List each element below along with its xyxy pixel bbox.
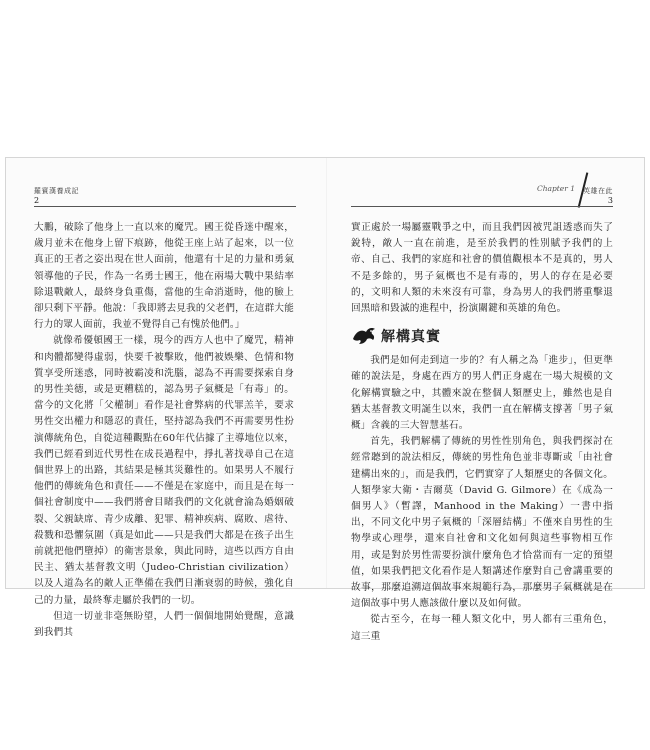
book-spread — [5, 157, 645, 642]
right-header-title: 英雄在此 — [583, 187, 613, 195]
left-page — [34, 158, 294, 639]
left-page-number: 2 — [34, 196, 40, 205]
right-paragraph-4: 從古至今，在每一種人類文化中，男人都有三重角色，這三重 — [351, 614, 613, 642]
right-page — [351, 158, 613, 642]
left-paragraph-1: 大鵬，破除了他身上一直以來的魔咒。國王從昏迷中醒來，歲月並未在他身上留下痕跡，他從王座上站了起來，以一位真正的王者之姿出現在世人面前，他還有十足的力量和勇氣領導他的子民，作為一名勇士國王，他在兩場大戰中果結率除退戰敵人，最終身負重傷，當他的生命消逝時，他的臉上卻只剩下平靜。他說：「我即將去見我的父老們，在這群大能行力的眾人面前，我並不覺得自己有愧於他們。」 — [34, 222, 294, 331]
right-page-number: 3 — [607, 196, 613, 205]
right-header-chapter: Chapter 1 — [536, 184, 575, 193]
section-heading — [351, 321, 613, 351]
left-header-title: 羅賓漢養成記 — [34, 187, 79, 195]
dragon-icon — [351, 325, 377, 347]
right-paragraph-1: 實正處於一場屬靈戰爭之中，而且我們因被咒詛透惑而失了銳特，敵人一直在前進，是至於我們的性別賦予我們的上帝、自己、我們的家庭和社會的價值觀根本不是真的，男人不是多餘的，男子氣概也不是有毒的，男人的存在是必要的，文明和人類的未來沒有可靠，身為男人的我們將重擊退回黑暗和毀滅的進程中，扮演關鍵和英雄的角色。 — [351, 222, 613, 315]
left-paragraph-3: 但這一切並非毫無盼望，人們一個個地開始覺醒，意識到我們其 — [34, 610, 294, 639]
right-paragraph-3: 首先，我們解構了傳統的男性性別角色，與我們探討在經常聽到的說法相反，傳統的男性角色並非專斷或「由社會建構出來的」，而是我們，它們實穿了人類歷史的各個文化。人類學家大衛・吉爾莫（David G. Gilmore）在《成為一個男人》（暫譯，Manhood in the Making）一書中指出，不同文化中男子氣概的「深層結構」不僅來自男性的生物學或心理學，還來自社會和文化如何與這些事物相互作用，或是對於男性需要扮演什麼角色才恰當而有一定的預望值，如果我們把文化看作是人類講述作麼對自己會講重要的故事，那麼追溯這個故事來規範行為，那麼男子氣概就是在這個故事中男人應該做什麼以及如何做。 — [351, 436, 613, 610]
left-paragraph-2: 就像希優頓國王一樣，現今的西方人也中了魔咒，精神和肉體都變得虛弱，快要千被擊敗，他們被娛樂、色情和物質享受所迷惑，同時被霸凌和洗腦，認為不再需要探索自身的男性美德，或是更糟糕的，認為男子氣概是「有毒」的。當今的文化將「父權制」看作是社會弊病的代罪羔羊，要求男性交出權力和隱忍的責任，堅持認為我們不再需要男性扮演傳統角色，自從這種觀點在60年代佔據了主導地位以來，我們已經看到近代男性在成長過程中，掙扎著找尋自己在這個世界上的出路，其結果是極其災難性的。如果男人不履行他們的傳統角色和責任——不僅是在家庭中，而且是在每一個社會制度中——我們將會目睹我們的文化就會淪為婚姻破裂、父親缺席、青少成離、犯罪、精神疾病、腐敗、虐待、殺戮和恐懼氛圍（真是如此——只是我們大都是在孩子出生前就把他們墮掉）的衛害景象，與此同時，這些以西方自由民主、猶太基督教文明（Judeo-Christian civilization）以及人道為名的敵人正準備在我們日漸衰弱的時候，強化自己的力量，最終奪走屬於我們的一切。 — [34, 335, 294, 606]
right-header-rule — [351, 206, 613, 207]
left-header-rule — [34, 206, 296, 207]
right-paragraph-2: 我們是如何走到這一步的？有人稱之為「進步」，但更準確的說法是，身處在西方的男人們正身處在一場大規模的文化解構實驗之中，其體來說在整個人類歷史上，雖然也是自猶太基督教文明誕生以來，我們一直在解構支撐著「男子氣概」含義的三大智慧基石。 — [351, 355, 613, 432]
left-page-body — [34, 220, 294, 641]
section-title: 解構真實 — [381, 329, 441, 346]
book-gutter — [326, 158, 327, 588]
right-page-body — [351, 220, 613, 645]
